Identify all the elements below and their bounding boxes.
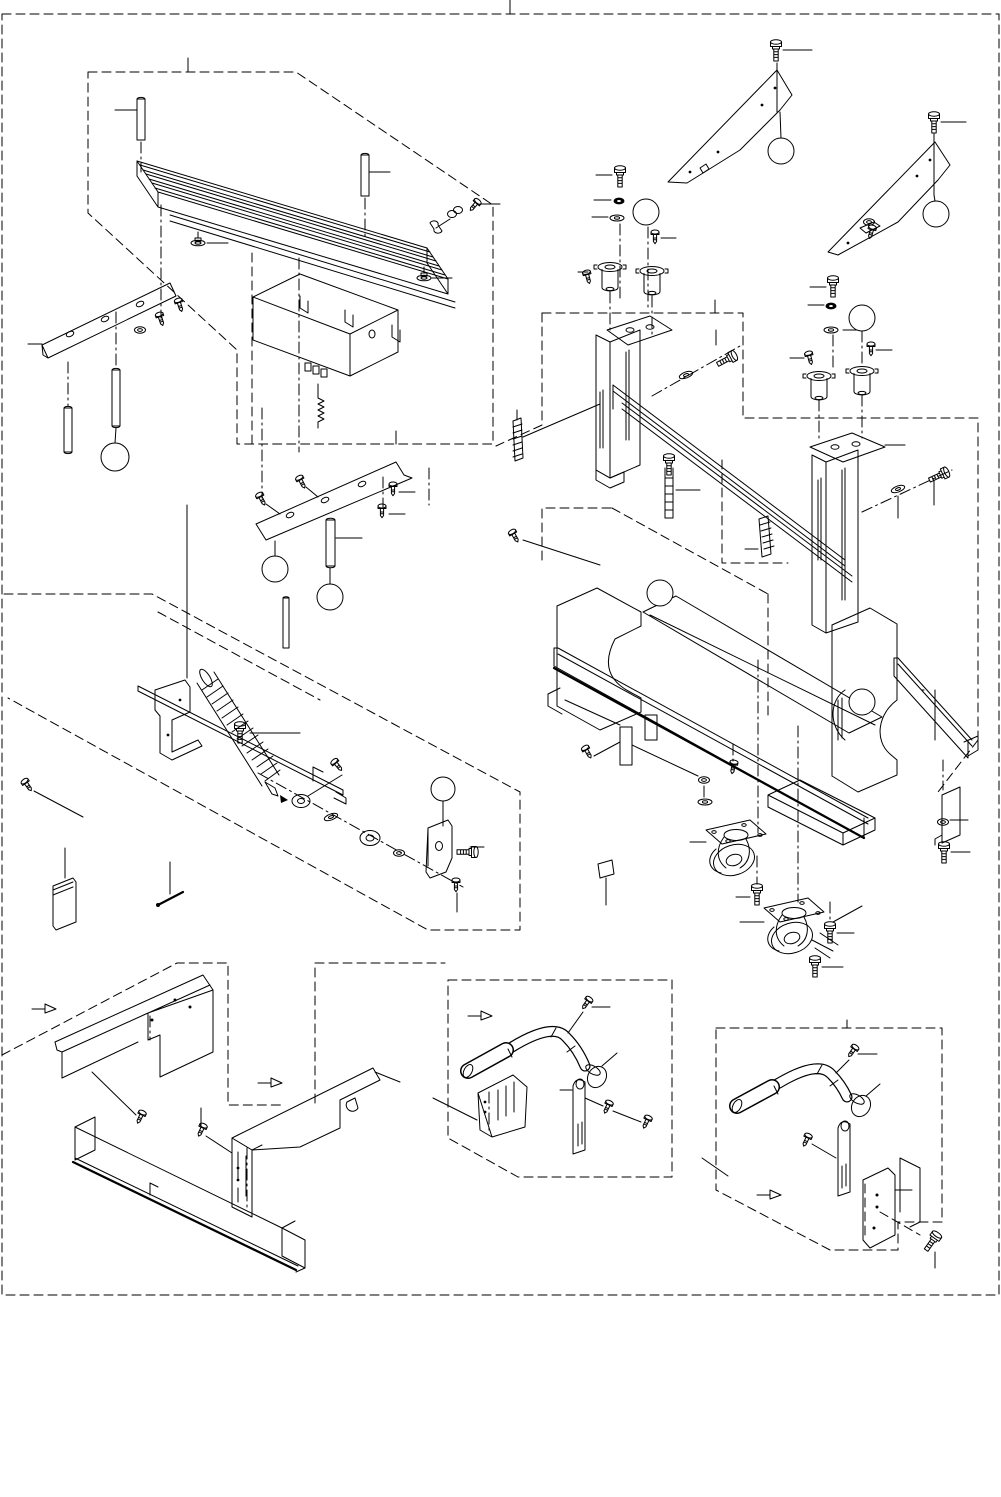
control-box <box>253 274 398 428</box>
balloon-callout <box>849 305 875 331</box>
left-bracket-and-pins <box>28 283 176 454</box>
balloon-callout <box>317 584 343 610</box>
handle-assembly-b <box>702 1043 943 1268</box>
balloon-callout <box>633 199 659 225</box>
handle-assembly-a <box>433 995 653 1154</box>
balloon-callout <box>262 556 288 582</box>
threaded-strip-b <box>745 516 774 557</box>
support-rail <box>255 462 429 648</box>
balloon-callout <box>647 580 673 606</box>
upper-frame-legs-beam <box>508 166 952 633</box>
balloon-callout <box>768 138 794 164</box>
balloon-callout <box>923 201 949 227</box>
base-channels <box>32 975 400 1272</box>
side-panel-b <box>828 112 966 255</box>
casters <box>690 660 862 977</box>
balloon-callout <box>431 777 455 801</box>
cable-carrier-roller <box>20 505 484 912</box>
balloon-callout <box>849 689 875 715</box>
balloon-callouts <box>101 138 949 801</box>
label-tag <box>53 848 183 930</box>
lower-frame <box>548 588 978 905</box>
ribbed-tube <box>197 667 288 803</box>
balloon-callout <box>101 443 129 471</box>
side-panel-a <box>668 40 812 183</box>
